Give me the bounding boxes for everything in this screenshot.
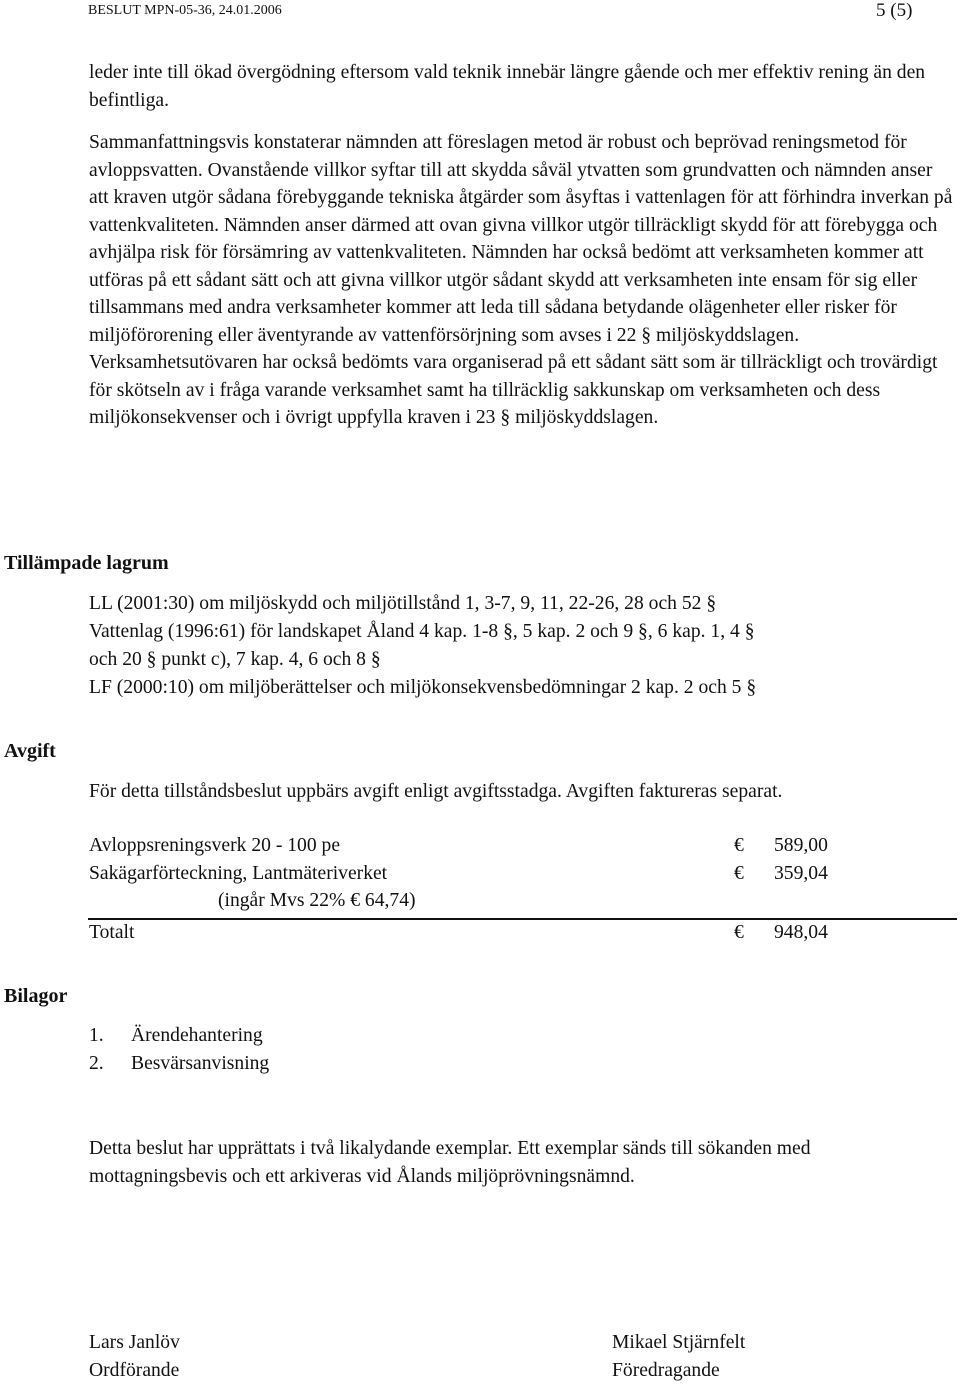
- attachment-item: Besvärsanvisning: [131, 1053, 270, 1074]
- attachment-item: Ärendehantering: [131, 1025, 263, 1046]
- page-number: 5 (5): [876, 0, 913, 21]
- attachment-number: 2.: [89, 1053, 104, 1074]
- paragraph-1: leder inte till ökad övergödning eftersom vald teknik innebär längre gående och mer effektiv rening än den befintliga.: [89, 62, 926, 111]
- signature-right: [612, 1329, 745, 1385]
- fee-label: Sakägarförteckning, Lantmäteriverket: [89, 863, 388, 884]
- heading-lagrum: Tillämpade lagrum: [4, 552, 169, 574]
- attachment-number: 1.: [89, 1025, 104, 1046]
- closing-paragraph: Detta beslut har upprättats i två likalydande exemplar. Ett exemplar sänds till sökanden med mottagningsbevis och ett arkiveras vid Ålands miljöprövningsnämnd.: [89, 1138, 811, 1187]
- header-left: BESLUT MPN-05-36, 24.01.2006: [88, 3, 282, 18]
- euro-symbol: €: [734, 863, 744, 884]
- euro-symbol: €: [734, 835, 744, 856]
- signer-title: Föredragande: [612, 1360, 720, 1381]
- heading-bilagor: Bilagor: [4, 985, 68, 1007]
- signature-left: [89, 1329, 180, 1385]
- lagrum-line-3: och 20 § punkt c), 7 kap. 4, 6 och 8 §: [89, 649, 381, 670]
- fee-amount: 589,00: [774, 835, 828, 856]
- paragraph-2: Sammanfattningsvis konstaterar nämnden att föreslagen metod är robust och beprövad reningsmetod för avloppsvatten. Ovanstående villkor syftar till att skydda såväl ytvatten som grundvatten och nämnden anser att kraven utgör sådana förebyggande tekniska åtgärder som åsyftas i vattenlagen för att förhindra inverkan på vattenkvaliteten. Nämnden anser därmed att ovan givna villkor utgör tillräckligt skydd för att förebygga och avhjälpa risk för försämring av vattenkvaliteten. Nämnden har också bedömt att verksamheten kommer att utföras på ett sådant sätt och att givna villkor utgör sådant skydd att verksamheten inte ensam för sig eller tillsammans med andra verksamheter kommer att leda till sådana betydande olägenheter eller risker för miljöförorening eller äventyrande av vattenförsörjning som avses i 22 § miljöskyddslagen. Verksamhetsutövaren har också bedömts vara organiserad på ett sådant sätt som är tillräckligt och trovärdigt för skötseln av i fråga varande verksamhet samt ha tillräcklig sakkunskap om verksamheten och dess miljökonsekvenser och i övrigt uppfylla kraven i 23 § miljöskyddslagen.: [89, 132, 953, 428]
- total-amount: 948,04: [774, 922, 828, 943]
- signer-name: Lars Janlöv: [89, 1332, 180, 1353]
- total-divider: [88, 918, 957, 920]
- fee-amount: 359,04: [774, 863, 828, 884]
- signer-title: Ordförande: [89, 1360, 180, 1381]
- total-label: Totalt: [89, 922, 135, 943]
- euro-symbol: €: [734, 922, 744, 943]
- lagrum-line-2: Vattenlag (1996:61) för landskapet Åland 4 kap. 1-8 §, 5 kap. 2 och 9 §, 6 kap. 1, 4 §: [89, 621, 755, 642]
- heading-avgift: Avgift: [4, 740, 56, 762]
- signer-name: Mikael Stjärnfelt: [612, 1332, 746, 1353]
- avgift-text: För detta tillståndsbeslut uppbärs avgift enligt avgiftsstadga. Avgiften faktureras separat.: [89, 781, 783, 802]
- lagrum-line-4: LF (2000:10) om miljöberättelser och miljökonsekvensbedömningar 2 kap. 2 och 5 §: [89, 677, 757, 698]
- fee-label: Avloppsreningsverk 20 - 100 pe: [89, 835, 341, 856]
- lagrum-line-1: LL (2001:30) om miljöskydd och miljötillstånd 1, 3-7, 9, 11, 22-26, 28 och 52 §: [89, 593, 717, 614]
- vat-note: (ingår Mvs 22% € 64,74): [218, 890, 416, 911]
